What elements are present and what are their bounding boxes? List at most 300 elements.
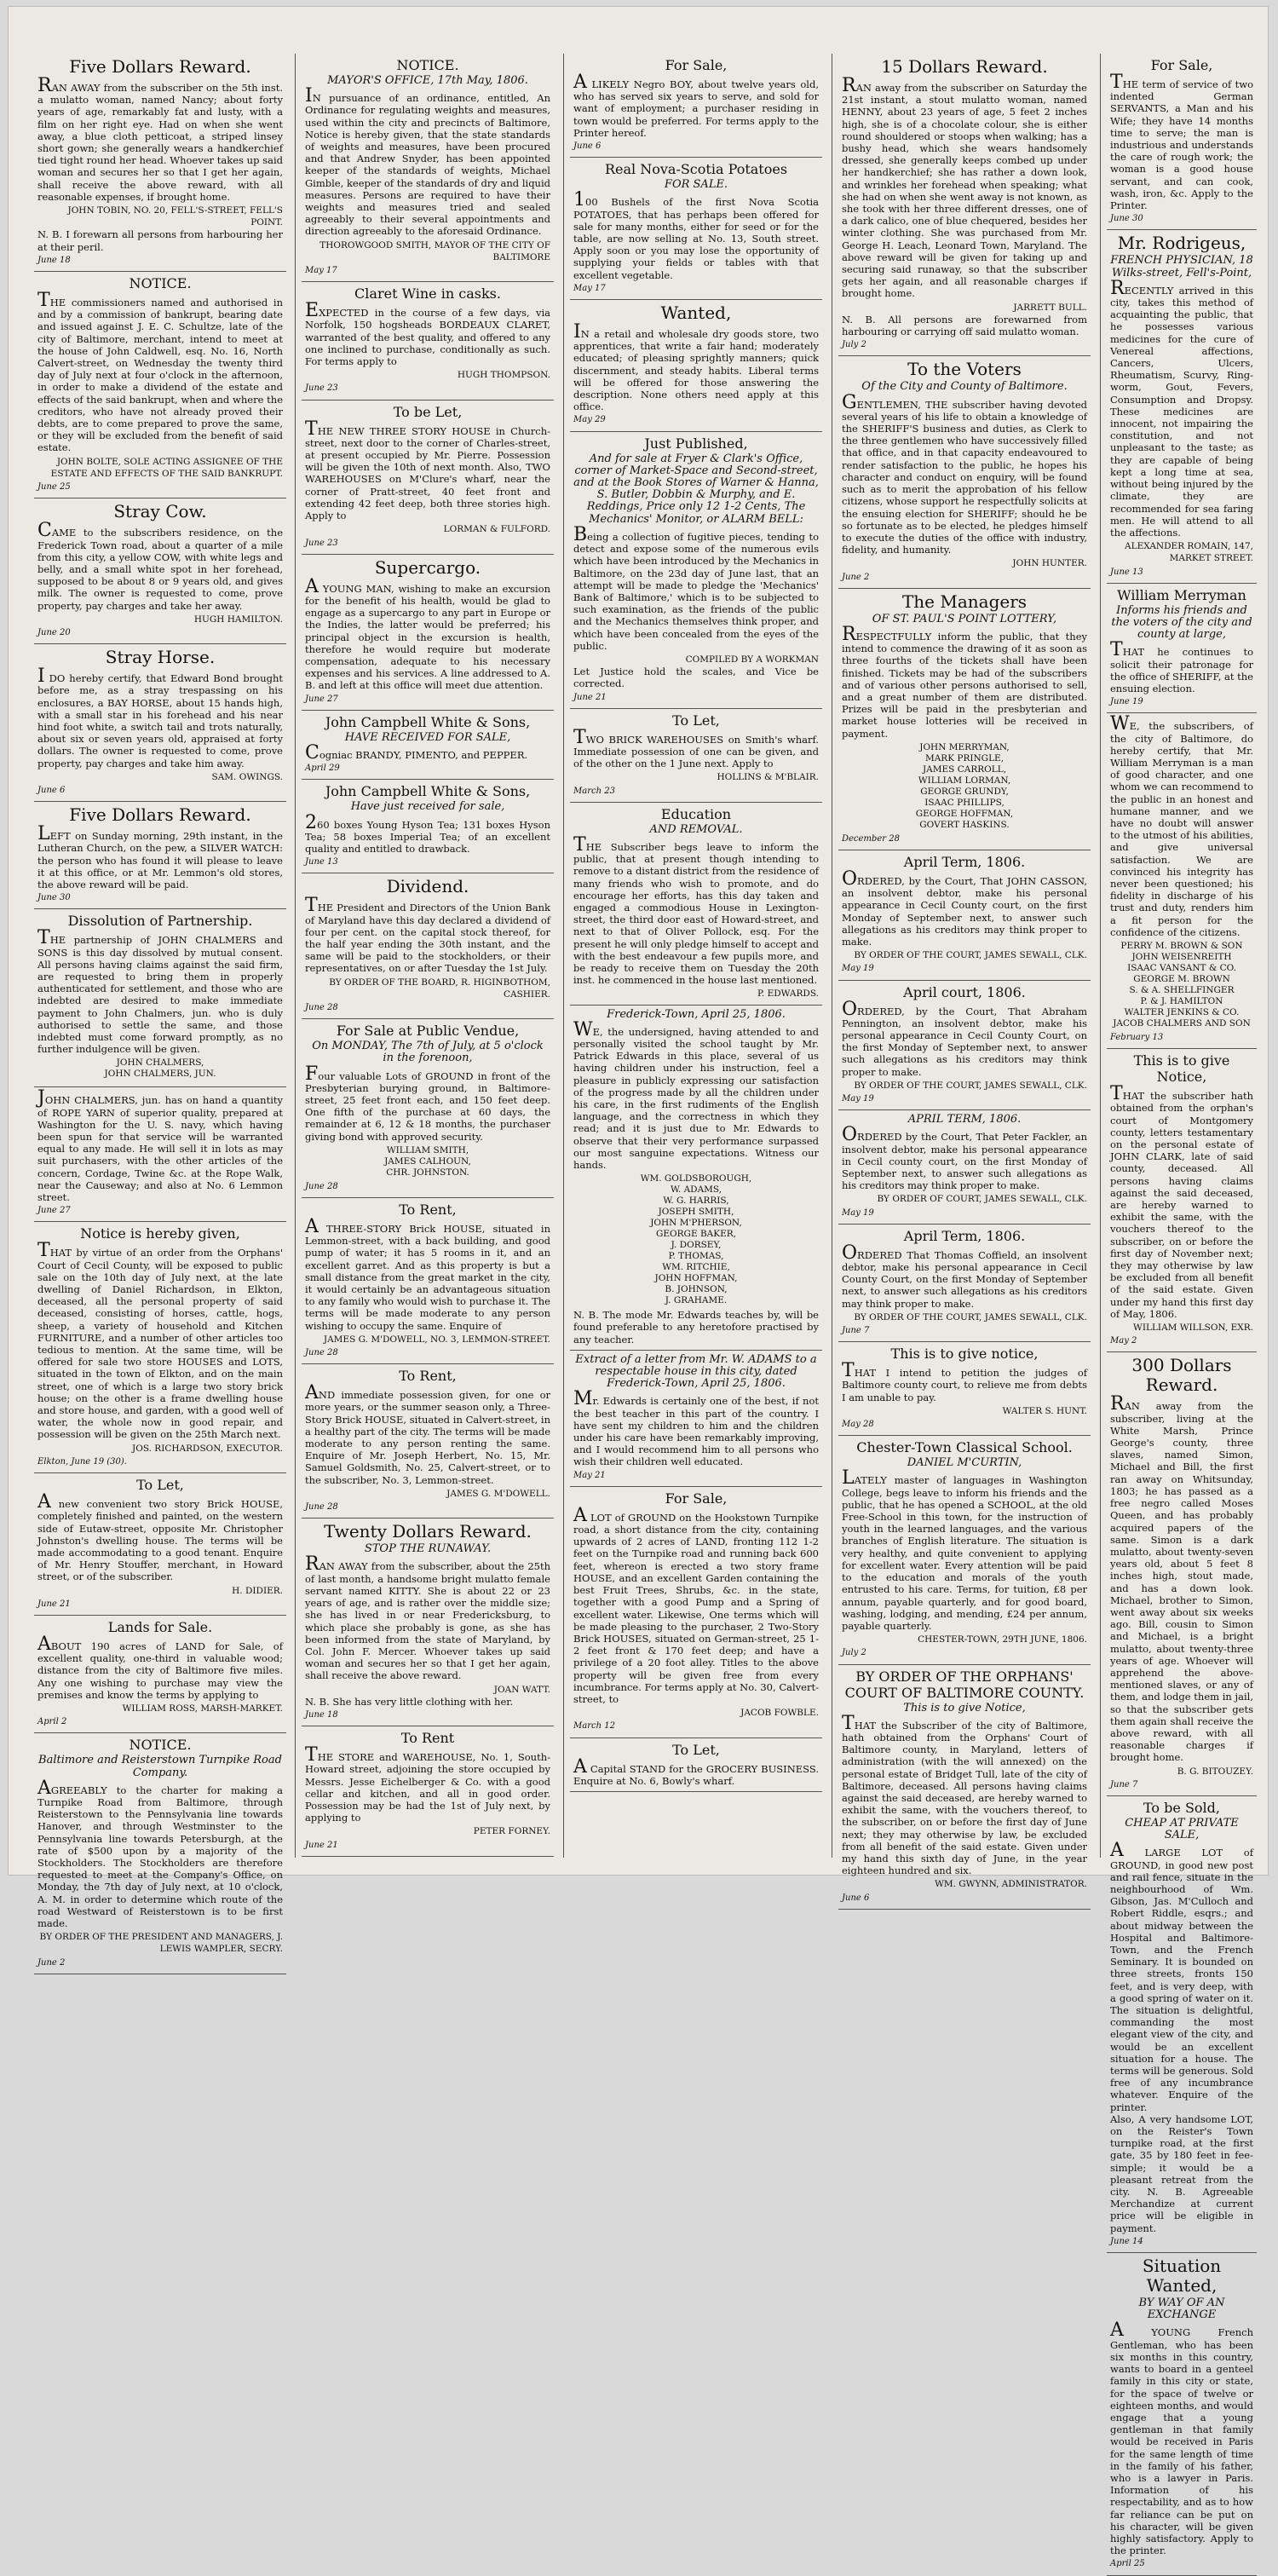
advertisement: [34, 1087, 286, 1222]
ad-body: THE Subscriber begs leave to inform the public, that at present though intending to remove to a distant district from the residence of many friends who wish to promote, and do encourage her efforts, has this day taken and engaged a commodious House in Lexington-street, the third door east of Howard-street, and next to that of Oliver Pollock, esq. For the present he will only pledge himself to accept and with the best endeavour a few pupils more, and be ready to receive them on Tuesday the 20th inst. he commenced in the house last mentioned.: [573, 833, 819, 987]
ad-signature: JAMES G. M'DOWELL, NO. 3, LEMMON-STREET.: [323, 1334, 550, 1345]
advertisement: [838, 356, 1091, 588]
ad-date: June 27: [37, 1206, 71, 1216]
ad-title: To Let,: [672, 1741, 720, 1758]
ad-title: For Sale,: [1150, 57, 1213, 73]
advertisement: [570, 1738, 822, 1792]
advertisement: [1107, 1796, 1257, 2253]
ad-body: ORDERED, by the Court, That Abraham Pennington, an insolvent debtor, make his personal appearance in Cecil County Court, on the first Monday of September next, to answer such allegations as his creditors may think proper to make.: [842, 998, 1087, 1078]
signatory-name: WM. GOLDSBOROUGH,: [640, 1173, 752, 1184]
ad-subheading: Baltimore and Reisterstown Turnpike Road Company.: [38, 1754, 282, 1779]
ad-title: Education: [660, 805, 732, 822]
advertisement: [34, 909, 286, 1087]
ad-title: NOTICE.: [129, 1737, 192, 1754]
advertisement: [302, 1198, 554, 1364]
ad-title: To be Let,: [393, 403, 463, 420]
advertisement: [838, 1436, 1091, 1664]
advertisement: [34, 1733, 286, 1974]
ad-body: AGREEABLY to the charter for making a Turnpike Road from Baltimore, through Reisterstown to the Pennsylvania line towards Hanover, and through Westminster to the Pennsylvania line towards Petersburgh, at the rate of $500 upon by a majority of the Stockholders. The Stockholders are therefore requested to meet at the Company's Office, on Monday, the 7th day of July next, at 10 o'clock, A. M. in order to determine which route of the road Westward of Reisterstown is to be first made.: [37, 1777, 283, 1929]
ad-body: THAT he continues to solicit their patronage for the office of SHERIFF, at the ensuing election.: [1110, 639, 1253, 694]
ad-signature: SAM. OWINGS.: [211, 771, 283, 782]
ad-title: To be Sold,: [1143, 1799, 1220, 1816]
ad-note: N. B. She has very little clothing with her.: [305, 1695, 514, 1708]
signatory-name: ISAAC VANSANT & CO.: [1127, 963, 1236, 973]
ad-signature: HOLLINS & M'BLAIR.: [717, 772, 819, 783]
ad-title: Lands for Sale.: [107, 1618, 213, 1635]
ad-title: Stray Horse.: [105, 647, 216, 668]
ad-signature: JARRETT BULL.: [1013, 302, 1087, 313]
ad-date: June 30: [37, 893, 71, 903]
ad-subheading: OF ST. PAUL'S POINT LOTTERY,: [872, 612, 1057, 625]
advertisement: [34, 1616, 286, 1733]
ad-body: A THREE-STORY Brick HOUSE, situated in Lemmon-street, with a back building, and good pump of water; it has 5 rooms in it, and an excellent garret. And as this property is but a small distance from the great market in the city, it would certainly be an advantageous situation to any family who would wish to purchase it. The terms will be made moderate to any person wishing to occupy the same. Enquire of: [305, 1216, 550, 1332]
advertisement: [1107, 54, 1257, 230]
ad-date: June 23: [305, 538, 338, 548]
ad-signature: BY ORDER OF THE COURT, JAMES SEWALL, CLK.: [854, 950, 1087, 961]
advertisement: [838, 850, 1091, 981]
ad-date: June 25: [37, 482, 71, 493]
ad-date: June 30: [1110, 214, 1143, 224]
newspaper-page: [9, 7, 1268, 2569]
column-rule: [295, 54, 296, 1858]
advertisement: [570, 432, 822, 709]
ad-title: This is to give notice,: [890, 1346, 1039, 1363]
advertisement: [1107, 713, 1257, 1049]
ad-signature: JAMES G. M'DOWELL.: [446, 1488, 550, 1499]
ad-title: Real Nova-Scotia Potatoes: [604, 161, 788, 178]
ad-title: For Sale,: [665, 57, 728, 73]
signatory-name: CHR. JOHNSTON.: [386, 1167, 469, 1178]
ad-signature: JOHN TOBIN, NO. 20, FELL'S-STREET, FELL'S POINT.: [67, 205, 283, 228]
ad-body: 260 boxes Young Hyson Tea; 131 boxes Hyson Tea; 58 boxes Imperial Tea; of an excellent quality and entitled to drawback.: [305, 811, 550, 855]
ad-title: This is to give Notice,: [1133, 1052, 1230, 1086]
ad-note: Also, A very handsome LOT, on the Reister's Town turnpike road, at the first gate, 35 by 180 feet in fee-simple; it would be a pleasant retreat from the city. N. B. Agreeable Merchandize at current price will be eligible in payment.: [1110, 2112, 1253, 2234]
ad-body: EXPECTED in the course of a few days, via Norfolk, 150 hogsheads BORDEAUX CLARET, warranted of the best quality, and offered to any one inclined to purchase, conditionally as such. For terms apply to: [305, 300, 550, 368]
advertisement: [570, 1006, 822, 1351]
ad-signature: HUGH THOMPSON.: [457, 370, 550, 381]
ad-date: February 13: [1110, 1033, 1164, 1042]
ad-title: To Rent,: [399, 1202, 457, 1219]
ad-note: Let Justice hold the scales, and Vice be corrected.: [573, 666, 819, 690]
ad-body: Cogniac BRANDY, PIMENTO, and PEPPER.: [305, 741, 528, 764]
advertisement: [570, 300, 822, 432]
signatory-name: WILLIAM LORMAN,: [918, 775, 1011, 786]
ad-date: April 29: [305, 764, 340, 774]
ad-note: N. B. I forewarn all persons from harbouring her at their peril.: [37, 228, 283, 253]
ad-date: June 20: [37, 627, 71, 637]
signatory-name: JOHN CHALMERS,: [116, 1057, 204, 1069]
advertisement: [302, 780, 554, 873]
signatory-name: WILLIAM SMITH,: [386, 1144, 469, 1155]
ad-title: To the Voters: [907, 359, 1022, 380]
ad-signature: COMPILED BY A WORKMAN: [685, 654, 819, 665]
ad-date: June 2: [842, 572, 870, 582]
ad-subheading: And for sale at Fryer & Clark's Office, corner of Market-Space and Second-street, and at the Book Stores of Warner & Hanna, S. Butler, Dobbin & Murphy, and E. Reddings, Price only 12 1-2 Cents, The Mechanics' Monitor, or ALARM BELL:: [573, 452, 819, 526]
signatory-name: S. & A. SHELLFINGER: [1129, 985, 1235, 995]
ad-date: Elkton, June 19 (30).: [37, 1456, 127, 1467]
advertisement: [302, 1519, 554, 1726]
ad-body: THE STORE and WAREHOUSE, No. 1, South-Howard street, adjoining the store occupied by Messrs. Jesse Eichelberger & Co. with a good cellar and kitchen, and all in good order. Possession may be had the 1st of July next, by applying to: [305, 1744, 550, 1824]
ad-title: April court, 1806.: [903, 983, 1026, 1000]
advertisement: [1107, 1049, 1257, 1352]
signatories: [37, 1057, 283, 1080]
ad-body: THE NEW THREE STORY HOUSE in Church-street, next door to the corner of Charles-street, at present occupied by Mr. Pierre. Possession will be given the 10th of next month. Also, TWO WAREHOUSES on M'Clure's wharf, near the corner of Pratt-street, 40 feet front and extending 42 feet deep, both three stories high. Apply to: [305, 418, 550, 522]
ad-signature: ALEXANDER ROMAIN, 147, MARKET STREET.: [1125, 541, 1253, 564]
signatory-name: JOHN WEISENREITH: [1131, 952, 1232, 962]
ad-date: July 2: [842, 340, 866, 350]
ad-signature: LORMAN & FULFORD.: [443, 524, 550, 535]
ad-title: Claret Wine in casks.: [354, 285, 501, 303]
ad-title: John Campbell White & Sons,: [325, 783, 531, 800]
signatory-name: GOVERT HASKINS.: [919, 819, 1010, 830]
advertisement: [570, 1487, 822, 1738]
signatory-name: GEORGE BAKER,: [655, 1229, 736, 1240]
ad-signature: BY ORDER OF THE COURT, JAMES SEWALL, CLK.: [854, 1311, 1087, 1323]
ad-body: ORDERED That Thomas Coffield, an insolvent debtor, make his personal appearance in Cecil County Court, on the first Monday of September next, to answer such allegations as his creditors may think proper to make.: [842, 1242, 1087, 1310]
ad-title: NOTICE.: [396, 57, 459, 73]
ad-title: 15 Dollars Reward.: [881, 56, 1048, 77]
signatory-name: ISAAC PHILLIPS,: [924, 797, 1005, 808]
advertisement: [570, 803, 822, 1006]
ad-subheading: FOR SALE.: [664, 178, 728, 192]
ad-date: April 2: [37, 1717, 67, 1727]
ad-title: William Merryman: [1117, 586, 1246, 603]
ad-date: June 18: [305, 1709, 338, 1720]
ad-body: A YOUNG MAN, wishing to make an excursion for the benefit of his health, would be glad to engage as a supercargo to any part in Europe or the Indies, the latter would be preferred; his principal object in the excursion is health, therefore he would require but moderate compensation, adequate to his necessary expenses and his services. A line addressed to A. B. and left at this office will meet due attention.: [305, 575, 550, 692]
signatories: [1110, 941, 1253, 1029]
ad-body: RAN AWAY from the subscriber, about the 25th of last month, a handsome bright mulatto female servant named KITTY. She is about 22 or 23 years of age, and is rather over the middle size; she has lived in or near Fredericksburg, to which place she probably is gone, as she has been informed from the state of Maryland, by Col. John F. Mercer. Whoever takes up said woman and secures her so that I get her again, shall receive the above reward.: [305, 1553, 550, 1682]
ad-body: ORDERED by the Court, That Peter Fackler, an insolvent debtor, make his personal appearance in Cecil county court, on the first Monday of September next, to answer such allegations as his creditors may think proper to make.: [842, 1124, 1087, 1192]
ad-date: March 23: [573, 786, 615, 796]
ad-date: June 21: [305, 1840, 338, 1850]
advertisement: [302, 1019, 554, 1198]
column-rule: [1100, 54, 1101, 1858]
ad-date: May 21: [573, 1470, 606, 1480]
ad-title: Wanted,: [660, 303, 732, 324]
ad-body: THE partnership of JOHN CHALMERS and SONS is this day dissolved by mutual consent. All persons having claims against the said firm, are requested to bring them in properly authenticated for settlement, and those who are indebted are desired to make immediate payment to John Chalmers, jun. who is duly authorised to settle the same, and those indebted must come forward promptly, as no further indulgence will be given.: [37, 927, 283, 1056]
ad-signature: BY ORDER OF THE COURT, JAMES SEWALL, CLK.: [854, 1080, 1087, 1091]
ad-title: Mr. Rodrigeus,: [1117, 233, 1246, 254]
advertisement: [34, 272, 286, 498]
signatory-name: W. ADAMS,: [670, 1184, 722, 1196]
ad-title: April Term, 1806.: [903, 853, 1026, 870]
ad-body: A LARGE LOT of GROUND, in good new post and rail fence, situate in the neighbourhood of Wm. Gibson, Jas. M'Culloch and Robert Riddle, esqrs.; and about midway between the Hospital and Baltimore-Town, and the French Seminary. It is bounded on three streets, fronts 150 feet, and is very deep, with a good spring of water on it. The situation is delightful, commanding the most elegant view of the city, and would be an excellent situation for a house. The terms will be generous. Sold free of any incumbrance whatever. Enquire of the printer.: [1110, 1840, 1253, 2113]
ad-date: May 28: [842, 1420, 874, 1430]
ad-subheading: Extract of a letter from Mr. W. ADAMS to a respectable house in this city, dated Frederick-Town, April 25, 1806.: [575, 1352, 817, 1391]
ad-body: A YOUNG French Gentleman, who has been six months in this country, wants to board in a genteel family in this city or state, for the space of twelve or eighteen months, and would engage that a young gentleman in that family would be received in Paris for the same length of time in the family of his father, who is a lawyer in Paris. Information of his respectability, and as to how far reliance can be put on his character, will be given highly satisfactory. Apply to the printer.: [1110, 2320, 1253, 2557]
signatory-name: JOHN HOFFMAN,: [654, 1273, 738, 1284]
ad-body: IN a retail and wholesale dry goods store, two apprentices, that write a fair hand; moderately educated; of pleasing sprightly manners; quick discernment, and steady habits. Liberal terms will be offered for those answering the description. None others need apply at this office.: [573, 321, 819, 413]
signatory-name: GEORGE M. BROWN: [1133, 974, 1230, 984]
ad-date: June 21: [37, 1599, 71, 1609]
ad-note: N. B. All persons are forewarned from harbouring or carrying off said mulatto woman.: [842, 313, 1087, 338]
advertisement: [34, 802, 286, 909]
ad-body: LEFT on Sunday morning, 29th instant, in the Lutheran Church, on the pew, a SILVER WATCH: the person who has found it will please to leave it at this office, or at Mr. Lemmon's old stores, the above reward will be paid.: [37, 823, 283, 890]
column-rule: [563, 54, 564, 1858]
advertisement: [34, 644, 286, 802]
ad-signature: JOAN WATT.: [493, 1684, 550, 1695]
advertisement: [570, 158, 822, 300]
signatory-name: GEORGE GRUNDY,: [920, 786, 1009, 797]
column-2: [302, 54, 554, 1866]
ad-body: A new convenient two story Brick HOUSE, completely finished and painted, on the western side of Eutaw-street, opposite Mr. Christopher Johnston's dwelling house. The terms will be made accommodating to a good tenant. Enquire of Mr. Henry Stouffer, merchant, in Howard street, or of the subscriber.: [37, 1491, 283, 1583]
signatory-name: J. DORSEY,: [671, 1240, 722, 1251]
ad-title: NOTICE.: [129, 275, 192, 292]
ad-title: Notice is hereby given,: [80, 1225, 240, 1242]
ad-body: Being a collection of fugitive pieces, tending to detect and expose some of the numerous evils which have been introduced by the Mechanics in Baltimore, on the 23d day of June last, that an attempt will be made to pledge the 'Mechanics' Bank of Baltimore,' which is to be subjected to such examination, as the friends of the public and the Mechanics themselves think proper, and which have been concealed from the eyes of the public.: [573, 523, 819, 652]
column-5: [1107, 54, 1257, 2569]
ad-body: GENTLEMEN, THE subscriber having devoted several years of his life to obtain a knowledge of the SHERIFF'S business and duties, as Clerk to the three gentlemen who have successively filled that office, and in that capacity endeavoured to render satisfaction to the public, he hopes his character and conduct on enquiry, will be found such as to merit the approbation of his fellow citizens, whose support he respectfully solicits at the ensuing election for SHERIFF; should he be so fortunate as to be elected, he pledges himself to execute the duties of the office with industry, fidelity, and humanity.: [842, 391, 1087, 556]
ad-title: BY ORDER OF THE ORPHANS' COURT OF BALTIMORE COUNTY.: [844, 1668, 1085, 1701]
advertisement: [302, 1364, 554, 1519]
advertisement: [838, 1110, 1091, 1225]
ad-subheading: HAVE RECEIVED FOR SALE,: [344, 730, 511, 744]
signatory-name: JOSEPH SMITH,: [658, 1207, 734, 1218]
ad-body: WE, the subscribers, of the city of Baltimore, do hereby certify, that Mr. William Merryman is a man of good character, and one whom we can recommend to the public in an honest and humane manner, and we have no doubt will answer to the utmost of his abilities, and give universal satisfaction. We are convinced his integrity has never been questioned; his fidelity in discharge of his trust and duty, renders him a fit person for the confidence of the citizens.: [1110, 713, 1253, 938]
signatory-name: JOHN M'PHERSON,: [650, 1218, 742, 1229]
ad-title: 300 Dollars Reward.: [1131, 1355, 1232, 1396]
ad-date: July 2: [842, 1648, 866, 1658]
signatory-name: W. G. HARRIS,: [663, 1196, 729, 1207]
advertisement: [34, 1222, 286, 1473]
ad-subheading: Have just received for sale,: [350, 800, 505, 814]
advertisement: [302, 873, 554, 1019]
ad-date: May 19: [842, 1207, 874, 1218]
ad-signature: JOS. RICHARDSON, EXECUTOR.: [132, 1443, 283, 1454]
ad-signature: JOHN BOLTE, SOLE ACTING ASSIGNEE OF THE ESTATE AND EFFECTS OF THE SAID BANKRUPT.: [50, 456, 283, 479]
ad-signature: JOHN HUNTER.: [1012, 558, 1087, 569]
ad-body: CAME to the subscribers residence, on the Frederick Town road, about a quarter of a mile from this city, a yellow COW, with white legs and belly, and a small white spot in her forehead, supposed to be about 8 or 9 years old, and gives milk. The owner is requested to come, prove property, pay charges and take her away.: [37, 520, 283, 612]
advertisement: [302, 54, 554, 282]
ad-title: For Sale at Public Vendue,: [336, 1023, 520, 1040]
column-1: [34, 54, 286, 1968]
advertisement: [1107, 2253, 1257, 2575]
ad-date: June 6: [573, 141, 602, 152]
ad-title: Dissolution of Partnership.: [67, 913, 253, 930]
ad-date: June 7: [842, 1326, 870, 1336]
signatories: [573, 1173, 819, 1306]
ad-signature: JACOB FOWBLE.: [740, 1708, 819, 1719]
ad-subheading: Frederick-Town, April 25, 1806.: [607, 1007, 786, 1021]
ad-body: JOHN CHALMERS, jun. has on hand a quantity of ROPE YARN of superior quality, prepared at Washington for the U. S. navy, which having been spun for that service will be warranted equal to any made. He will sell it in lots as may suit purchasers, with the other articles of the concern, Cordage, Twine &c. at the Rope Walk, near the Causeway; and also at No. 6 Lemmon street.: [37, 1087, 283, 1204]
advertisement: [1107, 584, 1257, 714]
ad-date: June 7: [1110, 1779, 1138, 1789]
ad-date: April 25: [1110, 2559, 1145, 2569]
ad-title: The Managers: [901, 591, 1028, 612]
advertisement: [1107, 1352, 1257, 1796]
ad-body: THE commissioners named and authorised in and by a commission of bankrupt, bearing date and issued against J. E. C. Schultze, late of the city of Baltimore, merchant, intend to meet at the house of John Caldwell, esq. No. 16, North Calvert-street, on Wednesday the twenty third day of July next at four o'clock in the afternoon, in order to make a dividend of the estate and effects of the said bankrupt, when and where the creditors, who have not already proved their debts, are to come prepared to prove the same, or they will be excluded from the benefit of said estate.: [37, 290, 283, 454]
signatory-name: MARK PRINGLE,: [924, 752, 1005, 764]
ad-date: December 28: [842, 833, 900, 844]
ad-body: ABOUT 190 acres of LAND for Sale, of excellent quality, one-third in valuable wood; distance from the city of Baltimore five miles. Any one wishing to purchase may view the premises and know the terms by applying to: [37, 1633, 283, 1701]
advertisement: [302, 401, 554, 555]
ad-body: THAT by virtue of an order from the Orphans' Court of Cecil County, will be exposed to public sale on the 10th day of July next, at the late dwelling of Daniel Richardson, in Elkton, deceased, all the personal property of said deceased, consisting of horses, cattle, hogs, sheep, a variety of household and Kitchen FURNITURE, and a number of other articles too tedious to mention. At the same time, will be offered for sale two store HOUSES and LOTS, situated in the town of Elkton, and on the main street, one of which is a large two story brick house; on the other is a frame dwelling house and store house, and garden, with a good well of water, the whole now in good repair, and possession will be given on the 25th March next.: [37, 1240, 283, 1441]
ad-body: RAN away from the subscriber on Saturday the 21st instant, a stout mulatto woman, named HENNY, about 23 years of age, 5 feet 2 inches high, she is of a chocolate colour, she is either round shouldered or stoops when walking; has a bushy head, which she wears handsomely dressed, she generally keeps combed up under her handkerchief; she has rather a down look, and wrinkles her forehead when speaking; what she had on when she went away is not known, as she took with her three different dresses, one of a dark calico, one of blue chequered, besides her winter clothing. She was purchased from Mr. George H. Leach, Leonard Town, Maryland. The above reward will be given for taking up and securing said runaway, so that the subscriber gets her again, and all reasonable charges if brought home.: [842, 75, 1087, 300]
ad-date: March 12: [573, 1721, 615, 1732]
ad-signature: WILLIAM WILLSON, EXR.: [1133, 1323, 1253, 1334]
advertisement: [302, 555, 554, 711]
ad-subheading: FRENCH PHYSICIAN, 18 Wilks-street, Fell's-Point,: [1110, 254, 1253, 279]
advertisement: [34, 54, 286, 272]
ad-date: June 28: [305, 1348, 338, 1358]
ad-title: April Term, 1806.: [903, 1227, 1026, 1244]
advertisement: [1107, 230, 1257, 583]
ad-date: May 29: [573, 415, 606, 425]
ad-signature: BY ORDER OF THE BOARD, R. HIGINBOTHOM, CASHIER.: [329, 977, 550, 1000]
column-4: [838, 54, 1091, 1903]
ad-date: June 6: [37, 785, 66, 795]
advertisement: [34, 498, 286, 644]
ad-date: June 19: [1110, 697, 1143, 707]
advertisement: [34, 1473, 286, 1616]
ad-signature: WILLIAM ROSS, MARSH-MARKET.: [122, 1703, 283, 1714]
signatory-name: WM. RITCHIE,: [662, 1262, 730, 1273]
ad-subheading: DANIEL M'CURTIN,: [907, 1456, 1022, 1470]
advertisement: [838, 981, 1091, 1111]
ad-date: June 28: [305, 1181, 338, 1191]
advertisement: [570, 54, 822, 158]
signatory-name: JACOB CHALMERS AND SON: [1113, 1018, 1251, 1029]
ad-body: AND immediate possession given, for one or more years, or the summer season only, a Three-Story Brick HOUSE, situated in Calvert-street, in a healthy part of the city. The terms will be made moderate to any person renting the same. Enquire of Mr. Joseph Herbert, No. 15, Mr. Samuel Goldsmith, No. 25, Calvert-street, or to the subscriber, No. 3, Lemmon-street.: [305, 1382, 550, 1486]
ad-signature: B. G. BITOUZEY.: [1177, 1766, 1253, 1777]
advertisement: [570, 709, 822, 803]
ad-body: LATELY master of languages in Washington College, begs leave to inform his friends and the public, that he has opened a SCHOOL, at the old Free-School in this town, for the instruction of youth in the learned languages, and the various branches of English literature. The situation is very healthy, and quite convenient to applying for excellent water. Every attention will be paid to the education and morals of the youth entrusted to his care. Terms, for tuition, £8 per annum, payable quarterly, and for good board, washing, lodging, and mending, £24 per annum, payable quarterly.: [842, 1467, 1087, 1632]
ad-body: 100 Bushels of the first Nova Scotia POTATOES, that has perhaps been offered for sale for many months, either for seed or for the table, are now selling at No. 13, South street. Apply soon or you may lose the opportunity of supplying your fields or tables with that excellent vegetable.: [573, 189, 819, 281]
ad-title: To Rent: [400, 1730, 455, 1747]
advertisement: [570, 1351, 822, 1487]
ad-title: Just Published,: [644, 435, 748, 452]
ad-title: Five Dollars Reward.: [69, 804, 251, 826]
ad-body: Mr. Edwards is certainly one of the best, if not the best teacher in this part of the country. I have sent my children to him and the children under his care have been remarkably improving, and I would recommend him to all persons who wish their children well educated.: [573, 1388, 819, 1468]
ad-signature: BY ORDER OF COURT, JAMES SEWALL, CLK.: [877, 1194, 1087, 1205]
signatory-name: P. THOMAS,: [668, 1251, 724, 1262]
ad-body: A Capital STAND for the GROCERY BUSINESS. Enquire at No. 6, Bowly's wharf.: [573, 1755, 819, 1787]
ad-signature: H. DIDIER.: [232, 1585, 283, 1596]
ad-subheading: CHEAP AT PRIVATE SALE,: [1125, 1816, 1239, 1842]
signatory-name: PERRY M. BROWN & SON: [1120, 941, 1243, 951]
signatory-name: J. GRAHAME.: [665, 1295, 728, 1306]
advertisement: [838, 1342, 1091, 1436]
ad-title: Twenty Dollars Reward.: [324, 1521, 532, 1542]
ad-date: June 2: [37, 1957, 66, 1968]
ad-body: THE term of service of two indented German SERVANTS, a Man and his Wife; they have 14 months time to serve; the man is industrious and understands the care of rough work; the woman is a good house servant, and can cook, wash, iron, &c. Apply to the Printer.: [1110, 72, 1253, 212]
ad-date: June 23: [305, 383, 338, 394]
ad-date: May 17: [573, 283, 606, 293]
signatory-name: GEORGE HOFFMAN,: [915, 808, 1014, 819]
ad-date: May 2: [1110, 1336, 1137, 1346]
ad-date: June 28: [305, 1502, 338, 1513]
ad-date: May 19: [842, 1094, 874, 1104]
ad-date: May 19: [842, 964, 874, 974]
ad-note: N. B. The mode Mr. Edwards teaches by, will be found preferable to any heretofore practised by any teacher.: [573, 1309, 819, 1346]
ad-subheading: This is to give Notice,: [903, 1701, 1026, 1714]
signatory-name: JAMES CARROLL,: [922, 764, 1007, 775]
signatory-name: JOHN MERRYMAN,: [919, 741, 1010, 752]
advertisement: [838, 1665, 1091, 1910]
ad-subheading: APRIL TERM, 1806.: [907, 1113, 1022, 1127]
ad-body: RESPECTFULLY inform the public, that they intend to commence the drawing of it as soon as three fourths of the tickets shall have been finished. Tickets may be had of the subscribers and of various other persons authorised to sell, and a great number of them are distributed. Prizes will be paid in the presbyterian and market house lotteries will be received in payment.: [842, 623, 1087, 740]
ad-date: June 18: [37, 255, 71, 265]
ad-signature: WM. GWYNN, ADMINISTRATOR.: [935, 1879, 1087, 1890]
ad-body: I DO hereby certify, that Edward Bond brought before me, as a stray trespassing on his enclosures, a BAY HORSE, about 15 hands high, with a small star in his forehead and his near hind foot white, a switch tail and trots naturally, about six or seven years old, appraised at forty dollars. The owner is requested to come, prove property, pay charges and take him away.: [37, 666, 283, 769]
ad-body: RECENTLY arrived in this city, takes this method of acquainting the public, that he possesses various medicines for the cure of Venereal affections, Cancers, Ulcers, Rheumatism, Scurvy, Ring-worm, Gout, Fevers, Consumption and Dropsy. These medicines are innocent, not impairing the constitution, and not unpleasant to the taste; as they are capable of being kept a long time at sea, without being injured by the climate, they are recommended for sea faring men. He will attend to all the affections.: [1110, 277, 1253, 539]
signatory-name: P. & J. HAMILTON: [1140, 996, 1223, 1006]
ad-body: RAN away from the subscriber, living at the White Marsh, Prince George's county, three slaves, named Simon, Michael and Bill, the first ran away on Whitsunday, 1803; he has passed as a free negro called Moses Queen, and has probably acquired papers of the same. Simon is a dark mulatto, about twenty-seven years old, about 5 feet 8 inches high, stout made, and has a down look. Michael, brother to Simon, went away about six weeks ago. Bill, cousin to Simon and Michael, is a bright mulatto, about twenty-three years of age. Whoever will apprehend the above-mentioned slaves, or any of them, and lodge them in jail, so that the subscriber gets them again shall receive the above reward, with all reasonable charges if brought home.: [1110, 1393, 1253, 1764]
ad-title: For Sale,: [665, 1490, 728, 1507]
ad-title: John Campbell White & Sons,: [325, 713, 531, 730]
advertisement: [838, 1225, 1091, 1342]
ad-subheading: AND REMOVAL.: [649, 822, 743, 836]
ad-date: June 13: [305, 857, 338, 867]
signatory-name: JAMES CALHOUN,: [384, 1155, 471, 1167]
ad-title: To Let,: [672, 712, 720, 729]
advertisement: [302, 282, 554, 400]
ad-body: A LIKELY Negro BOY, about twelve years old, who has served six years to serve, and sold for want of employment; a purchaser residing in town would be preferred. For terms apply to the Printer hereof.: [573, 72, 819, 139]
column-3: [570, 54, 822, 1866]
ad-signature: BY ORDER OF THE PRESIDENT AND MANAGERS, J. LEWIS WAMPLER, SECRY.: [39, 1932, 283, 1955]
ad-body: THAT the Subscriber of the city of Baltimore, hath obtained from the Orphans' Court of Baltimore county, in Maryland, letters of administration (with the will annexed) on the personal estate of Bridget Tull, late of the city of Baltimore, deceased. All persons having claims against the said deceased, are hereby warned to exhibit the same, with the vouchers thereof, to the subscriber, on or before the first day of June next; they may otherwise by law, be excluded from all benefit of the said estate. Given under my hand this sixth day of June, in the year eighteen hundred and six.: [842, 1712, 1087, 1877]
ad-subheading: Informs his friends and the voters of the city and county at large,: [1111, 603, 1252, 642]
signatory-name: JOHN CHALMERS, JUN.: [104, 1069, 216, 1080]
ad-body: TWO BRICK WAREHOUSES on Smith's wharf. Immediate possession of one can be given, and of the other on the 1 June next. Apply to: [573, 726, 819, 770]
ad-signature: WALTER S. HUNT.: [1002, 1405, 1087, 1416]
ad-title: Stray Cow.: [113, 501, 207, 522]
signatories: [842, 742, 1087, 831]
ad-date: June 21: [573, 692, 607, 702]
ad-body: RAN AWAY from the subscriber on the 5th inst. a mulatto woman, named Nancy; about forty years of age, remarkably fat and lusty, with a film on her right eye. Had on when she went away, a blue cloth petticoat, a striped linsey short gown; she generally wears a handkerchief tied tight round her head. Whoever takes up said woman and secures her so that I get her again, shall receive the above reward, with all reasonable expenses, if brought home.: [37, 75, 283, 203]
ad-date: June 28: [305, 1002, 338, 1012]
ad-signature: P. EDWARDS.: [757, 988, 819, 1000]
advertisement: [302, 711, 554, 781]
ad-subheading: MAYOR'S OFFICE, 17th May, 1806.: [327, 74, 528, 87]
ad-body: IN pursuance of an ordinance, entitled, An Ordinance for regulating weights and measures, used within the city and precincts of Baltimore, Notice is hereby given, that the state standards of weights and measures, have been procured and that Andrew Snyder, has been appointed keeper of the standards of weights, Michael Gimble, keeper of the standards of dry and liquid measures. Persons are required to have their weights and measures tried and sealed agreeably to their several appointments and direction agreeably to the aforesaid Ordinance.: [305, 85, 550, 238]
ad-title: To Let,: [136, 1477, 184, 1494]
ad-body: WE, the undersigned, having attended to and personally visited the school taught by Mr. Patrick Edwards in this place, several of us having children under his instruction, feel a pleasure in publicly expressing our satisfaction of the progress made by all the children under his care, in the first rudiments of the English language, and the correctness in which they read; and it is just due to Mr. Edwards to observe that their very performance surpassed our most sanguine expectations. Witness our hands.: [573, 1018, 819, 1172]
ad-date: June 14: [1110, 2236, 1143, 2246]
ad-subheading: Of the City and County of Baltimore.: [861, 380, 1068, 394]
ad-signature: HUGH HAMILTON.: [193, 614, 283, 625]
advertisement: [302, 1726, 554, 1857]
ad-signature: PETER FORNEY.: [473, 1826, 550, 1837]
ad-title: Five Dollars Reward.: [69, 56, 251, 77]
ad-body: Four valuable Lots of GROUND in front of the Presbyterian burying ground, in Baltimore-street, 25 feet front each, and 150 feet deep. One fifth of the purchase at 60 days, the remainder at 6, 12 & 18 months, the purchaser giving bond with approved security.: [305, 1063, 550, 1143]
ad-title: Chester-Town Classical School.: [856, 1439, 1073, 1456]
ad-body: ORDERED, by the Court, That JOHN CASSON, an insolvent debtor, make his personal appearance in Cecil County court, on the first Monday of September next, to answer such allegations as his creditors may think proper to make.: [842, 867, 1087, 948]
ad-title: Dividend.: [386, 876, 469, 897]
signatory-name: WALTER JENKINS & CO.: [1124, 1007, 1240, 1017]
advertisement: [838, 54, 1091, 356]
ad-title: Situation Wanted,: [1142, 2256, 1222, 2297]
ad-body: A LOT of GROUND on the Hookstown Turnpike road, a short distance from the city, containing upwards of 2 acres of LAND, fronting 112 1-2 feet on the Turnpike road and running back 600 feet, whereon is erected a two story frame HOUSE, and an excellent Garden containing the best Fruit Trees, Shrubs, &c. in the state, together with a good Pump and a Spring of excellent water. Likewise, One terms which will be made pleasing to the purchaser, 2 Two-Story Brick HOUSES, situated on German-street, 25 1-2 feet front & 170 feet deep; and have a privilege of a 20 foot alley. Titles to the above property will be given free from every incumbrance. For terms apply at No. 30, Calvert-street, to: [573, 1504, 819, 1705]
ad-signature: CHESTER-TOWN, 29TH JUNE, 1806.: [918, 1634, 1087, 1645]
ad-subheading: BY WAY OF AN EXCHANGE: [1138, 2297, 1225, 2322]
ad-signature: THOROWGOOD SMITH, MAYOR OF THE CITY OF BALTIMORE: [320, 239, 550, 262]
ad-body: THE President and Directors of the Union Bank of Maryland have this day declared a dividend of four per cent. on the capital stock thereof, for the half year ending the 30th instant, and the same will be paid to the stockholders, or their representatives, on or after Tuesday the 1st July.: [305, 895, 550, 975]
advertisement: [838, 589, 1091, 850]
ad-subheading: On MONDAY, The 7th of July, at 5 o'clock in the forenoon,: [312, 1040, 544, 1065]
ad-date: May 17: [305, 266, 337, 276]
ad-title: To Rent,: [399, 1368, 457, 1385]
ad-subheading: STOP THE RUNAWAY.: [364, 1542, 492, 1556]
ad-body: THAT I intend to petition the judges of Baltimore county court, to relieve me from debts I am unable to pay.: [842, 1360, 1087, 1403]
signatory-name: B. JOHNSON,: [665, 1284, 728, 1295]
ad-date: June 27: [305, 694, 338, 704]
ad-date: June 13: [1110, 567, 1143, 577]
ad-date: June 6: [842, 1893, 870, 1903]
signatories: [305, 1145, 550, 1179]
ad-body: THAT the subscriber hath obtained from the orphan's court of Montgomery county, letters testamentary on the personal estate of JOHN CLARK, late of said county, deceased. All persons having claims against the said deceased, are hereby warned to exhibit the same, with the vouchers thereof to the subscriber, on or before the first day of November next; they may otherwise by law be excluded from all benefit of the said estate. Given under my hand this first day of May, 1806.: [1110, 1083, 1253, 1320]
ad-title: Supercargo.: [374, 556, 481, 578]
